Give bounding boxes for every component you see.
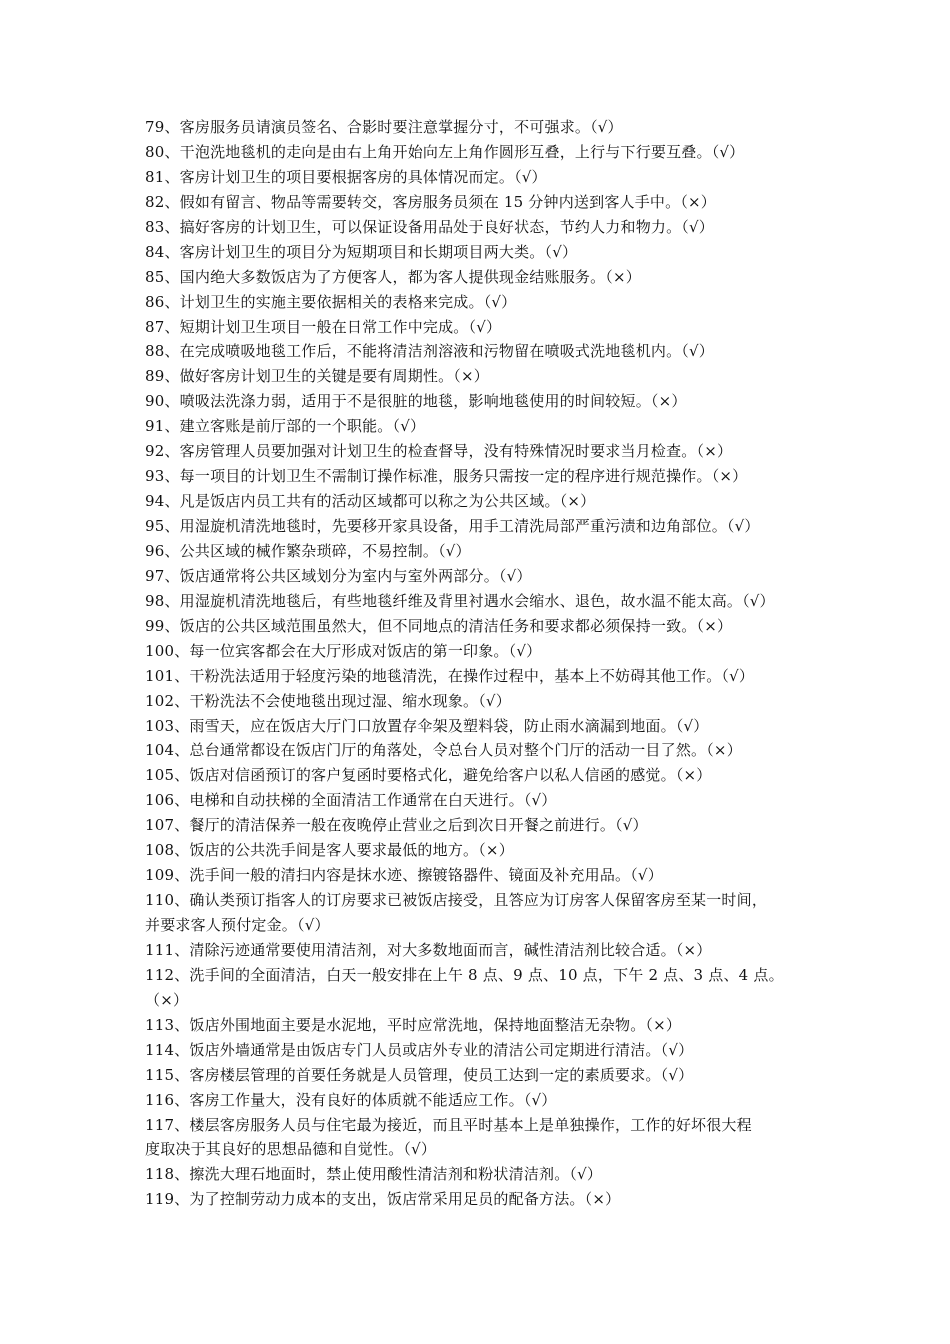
list-item: 105、饭店对信函预订的客户复函时要格式化，避免给客户以私人信函的感觉。（×） (145, 766, 712, 785)
list-item: 83、搞好客房的计划卫生，可以保证设备用品处于良好状态，节约人力和物力。（√） (145, 217, 714, 236)
list-item-line: （×） (145, 990, 189, 1009)
list-item: 89、做好客房计划卫生的关键是要有周期性。（×） (145, 367, 489, 386)
list-item: 80、干泡洗地毯机的走向是由右上角开始向左上角作圆形互叠，上行与下行要互叠。（√） (145, 142, 745, 161)
list-item-multiline (145, 1113, 813, 1163)
list-item: 103、雨雪天，应在饭店大厅门口放置存伞架及塑料袋，防止雨水滴漏到地面。（√） (145, 716, 709, 735)
list-item-line: 度取决于其良好的思想品德和自觉性。（√） (145, 1140, 437, 1159)
list-item: 82、假如有留言、物品等需要转交，客房服务员须在 15 分钟内送到客人手中。（×） (145, 192, 716, 211)
list-item: 107、餐厅的清洁保养一般在夜晚停止营业之后到次日开餐之前进行。（√） (145, 816, 648, 835)
list-item: 108、饭店的公共洗手间是客人要求最低的地方。（×） (145, 841, 514, 860)
list-item: 115、客房楼层管理的首要任务就是人员管理，使员工达到一定的素质要求。（√） (145, 1065, 694, 1084)
list-item: 79、客房服务员请演员签名、合影时要注意掌握分寸，不可强求。（√） (145, 118, 623, 136)
list-item: 81、客房计划卫生的项目要根据客房的具体情况而定。（√） (145, 167, 547, 186)
list-item: 111、清除污迹通常要使用清洁剂，对大多数地面而言，碱性清洁剂比较合适。（×） (145, 940, 712, 959)
list-item: 92、客房管理人员要加强对计划卫生的检查督导，没有特殊情况时要求当月检查。（×） (145, 442, 733, 461)
list-item: 118、擦洗大理石地面时，禁止使用酸性清洁剂和粉状清洁剂。（√） (145, 1165, 603, 1184)
list-item: 95、用湿旋机清洗地毯时，先要移开家具设备，用手工清洗局部严重污渍和边角部位。（√） (145, 517, 760, 535)
list-item: 106、电梯和自动扶梯的全面清洁工作通常在白天进行。（√） (145, 791, 557, 810)
list-item: 94、凡是饭店内员工共有的活动区域都可以称之为公共区域。（×） (145, 492, 596, 511)
list-item: 88、在完成喷吸地毯工作后，不能将清洁剂溶液和污物留在喷吸式洗地毯机内。（√） (145, 342, 714, 361)
list-item: 98、用湿旋机清洗地毯后，有些地毯纤维及背里衬遇水会缩水、退色，故水温不能太高。（√） (145, 591, 775, 610)
list-item: 102、干粉洗法不会使地毯出现过湿、缩水现象。（√） (145, 691, 511, 710)
list-item: 100、每一位宾客都会在大厅形成对饭店的第一印象。（√） (145, 641, 542, 660)
list-item: 84、客房计划卫生的项目分为短期项目和长期项目两大类。（√） (145, 242, 578, 261)
list-item-line: 112、洗手间的全面清洁，白天一般安排在上午 8 点、9 点、10 点，下午 2 点、3 点、4 点。 (145, 965, 784, 984)
list-item-multiline (145, 963, 813, 1013)
list-item: 97、饭店通常将公共区域划分为室内与室外两部分。（√） (145, 566, 532, 585)
list-item: 93、每一项目的计划卫生不需制订操作标准，服务只需按一定的程序进行规范操作。（×） (145, 467, 748, 486)
list-item-line: 并要求客人预付定金。（√） (145, 916, 330, 934)
list-item: 96、公共区域的械作繁杂琐碎，不易控制。（√） (145, 541, 471, 560)
document-body (145, 115, 813, 1212)
list-item: 104、总台通常都设在饭店门厅的角落处，令总台人员对整个门厅的活动一目了然。（×） (145, 741, 742, 760)
list-item: 87、短期计划卫生项目一般在日常工作中完成。（√） (145, 317, 502, 336)
list-item: 109、洗手间一般的清扫内容是抹水迹、擦镀铬器件、镜面及补充用品。（√） (145, 866, 663, 885)
list-item-line: 117、楼层客房服务人员与住宅最为接近，而且平时基本上是单独操作，工作的好坏很大程 (145, 1115, 752, 1134)
list-item: 85、国内绝大多数饭店为了方便客人，都为客人提供现金结账服务。（×） (145, 267, 641, 286)
list-item: 113、饭店外围地面主要是水泥地，平时应常洗地，保持地面整洁无杂物。（×） (145, 1015, 682, 1034)
list-item-multiline (145, 888, 813, 938)
list-item: 119、为了控制劳动力成本的支出，饭店常采用足员的配备方法。（×） (145, 1190, 621, 1209)
list-item-line: 110、确认类预订指客人的订房要求已被饭店接受，且答应为订房客人保留客房至某一时间， (145, 891, 768, 910)
list-item: 116、客房工作量大，没有良好的体质就不能适应工作。（√） (145, 1090, 557, 1109)
list-item: 99、饭店的公共区域范围虽然大，但不同地点的清洁任务和要求都必须保持一致。（×） (145, 616, 733, 635)
list-item: 114、饭店外墙通常是由饭店专门人员或店外专业的清洁公司定期进行清洁。（√） (145, 1040, 694, 1059)
list-item: 90、喷吸法洗涤力弱，适用于不是很脏的地毯，影响地毯使用的时间较短。（×） (145, 392, 687, 411)
list-item: 86、计划卫生的实施主要依据相关的表格来完成。（√） (145, 292, 517, 311)
list-item: 91、建立客账是前厅部的一个职能。（√） (145, 417, 426, 436)
list-item: 101、干粉洗法适用于轻度污染的地毯清洗，在操作过程中，基本上不妨碍其他工作。（√） (145, 666, 755, 685)
